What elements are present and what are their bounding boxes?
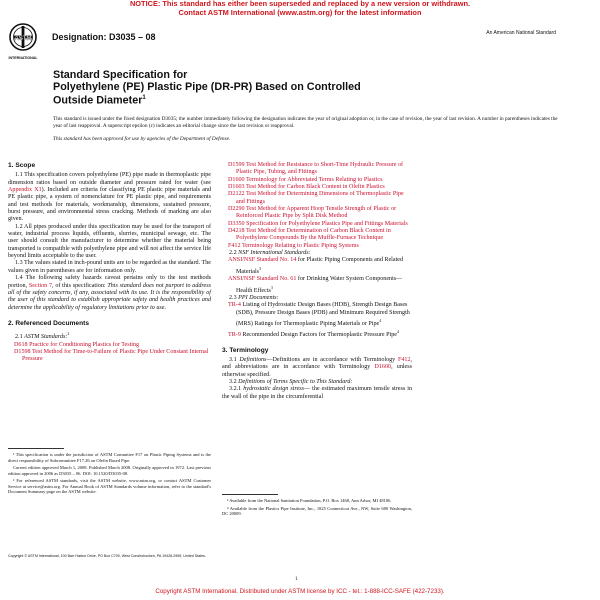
astm-standards-label: 2.1 ASTM Standards:$^2$ (15, 331, 70, 341)
ref-d4218-link[interactable]: D4218 (228, 228, 245, 235)
svg-text:ASTM: ASTM (14, 36, 32, 42)
title-line-2: Polyethylene (PE) Plastic Pipe (DR-PR) Based on Controlled (53, 80, 361, 93)
ref-d1599: D1599 Test Method for Resistance to Short-Time Hydraulic Pressure of Plastic Pipe, Tubing, and Fittings (228, 162, 404, 176)
footnote-divider-right (222, 494, 278, 495)
section-7-link[interactable]: Section 7 (28, 282, 53, 289)
intro-block (53, 116, 563, 148)
ref-tr4-link[interactable]: TR-4 (228, 302, 241, 309)
ref-d3350: D3350 Specification for Polyethylene Plastics Pipe and Fittings Materials (228, 220, 408, 227)
national-standard-label: An American National Standard (486, 30, 556, 36)
ref-d2290-link[interactable]: D2290 (228, 206, 245, 213)
ref-nsf-61: ANSI/NSF Standard No. 61 for Drinking Water System Components—Health Effects$^3$ (228, 276, 403, 294)
terminology-heading: 3. Terminology (222, 346, 269, 354)
ref-d1600: D1600 Terminology for Abbreviated Terms Relating to Plastics (228, 176, 383, 183)
nsf-standards-label: 2.2 NSF International Standards: (229, 250, 311, 257)
footnote-3: ³ Available from the National Sanitation Foundation, P.O. Box 1468, Ann Arbor, MI 48106. (227, 498, 392, 503)
ref-d2122: D2122 Test Method for Determining Dimensions of Thermoplastic Pipe and Fittings (228, 191, 404, 205)
ref-d1600-link[interactable]: D1600 (228, 176, 245, 183)
ref-nsf-14-link[interactable]: ANSI/NSF Standard No. 14 (228, 257, 297, 264)
document-title (53, 70, 473, 107)
ref-d1603-link[interactable]: D1603 (228, 184, 245, 191)
notice-line-1: NOTICE: This standard has either been superseded and replaced by a new version or withdrawn. (129, 0, 471, 8)
ref-tr9: TR-9 Recommended Design Factors for Thermoplastic Pressure Pipe$^4$ (228, 329, 399, 339)
designation: Designation: D3035 – 08 (52, 32, 156, 42)
para-3-1: 3.1 Definitions—Definitions are in accordance with Terminology F412, and abbreviations are in accordance with Terminology D1600, unless otherwise specified. (222, 357, 413, 378)
para-1-4: 1.4 The following safety hazards caveat pertains only to the test methods portion, Section 7, of this specification: This standard does not purport to address all of the safety concerns, if any, associated with its use. It is the responsibility of the user of this standard to establish appropriate safety and health practices and determine the applicability of regulatory limitations prior to use. (8, 275, 212, 311)
ref-d3350-link[interactable]: D3350 (228, 220, 245, 227)
title-line-1: Standard Specification for (53, 69, 188, 81)
license-notice: Copyright ASTM International. Distributed under ASTM license by ICC - tel.: 1-888-ICC-SAFE (422-7233). (155, 588, 445, 595)
footnote-1-edition: Current edition approved March 1, 2008. Published March 2008. Originally approved in 1972. Last previous edition approved in 2006 as D3035 – 06. DOI: 10.1520/D3035-08. (8, 465, 211, 476)
logo-label: INTERNATIONAL (8, 56, 38, 60)
ref-d1603: D1603 Test Method for Carbon Black Content in Olefin Plastics (228, 184, 385, 191)
referenced-documents-heading: 2. Referenced Documents (8, 319, 89, 327)
ref-nsf-61-link[interactable]: ANSI/NSF Standard No. 61 (228, 276, 297, 283)
ref-nsf-14: ANSI/NSF Standard No. 14 for Plastic Piping Components and Related Materials$^3$ (228, 257, 404, 275)
ref-d618-link[interactable]: D618 (14, 341, 28, 348)
ref-d2290: D2290 Test Method for Apparent Hoop Tensile Strength of Plastic or Reinforced Plastic Pipe by Split Disk Method (228, 206, 397, 220)
right-column (222, 162, 412, 401)
footnote-2: ² For referenced ASTM standards, visit the ASTM website, www.astm.org, or contact ASTM Customer Service at service@astm.org. For Annual Book of ASTM Standards volume information, refer to the standard's Document Summary page on the ASTM website. (8, 478, 211, 494)
title-footnote-mark: 1 (142, 95, 146, 101)
para-1-3: 1.3 The values stated in inch-pound units are to be regarded as the standard. The values given in parentheses are for information only. (8, 260, 211, 274)
scope-heading: 1. Scope (8, 162, 36, 169)
ref-f412-link[interactable]: F412 (228, 242, 241, 249)
ref-d1598: D1598 Test Method for Time-to-Failure of Plastic Pipe Under Constant Internal Pressure (14, 348, 209, 363)
ref-tr4: TR-4 Listing of Hydrostatic Design Bases (HDB), Strength Design Bases (SDB), Pressure Design Bases (PDB) and Minimum Required Strength (MRS) Ratings for Thermoplastic Piping Materials or Pipe$^4$ (228, 302, 410, 327)
notice-line-2: Contact ASTM International (www.astm.org) for the latest information (178, 7, 422, 17)
footnote-4: ⁴ Available from the Plastics Pipe Institute, Inc., 1825 Connecticut Ave., NW, Suite 680 Washington, DC 20009. (222, 505, 412, 516)
ppi-documents-label: 2.3 PPI Documents: (229, 294, 279, 301)
para-1-1: 1.1 This specification covers polyethylene (PE) pipe made in thermoplastic pipe dimension ratios based on outside diameter and pressure rated for water (see Appendix X1). Included are criteria for classifying PE plastic pipe materials and PE plastic pipe, a system of nomenclature for PE plastic pipe, and requirements and test methods for materials, workmanship, dimensions, sustained pressure, burst pressure, and environmental stress cracking. Methods of marking are also given. (8, 172, 211, 223)
footnote-1: ¹ This specification is under the jurisdiction of ASTM Committee F17 on Plastic Piping Systems and is the direct responsibility of Subcommittee F17.26 on Olefin Based Pipe. (8, 452, 211, 463)
footnote-divider (8, 448, 64, 449)
f412-link[interactable]: F412 (397, 357, 411, 364)
dod-approval-note: This standard has been approved for use by agencies of the Department of Defense. (53, 135, 231, 142)
appendix-x1-link[interactable]: Appendix X1 (8, 187, 42, 194)
right-footnotes (222, 494, 412, 519)
d1600-link[interactable]: D1600 (374, 364, 392, 371)
ref-d618: D618 Practice for Conditioning Plastics for Testing (14, 341, 140, 348)
ref-f412: F412 Terminology Relating to Plastic Piping Systems (228, 242, 359, 249)
title-line-3: Outside Diameter (53, 94, 143, 107)
left-column (8, 162, 211, 364)
ref-tr9-link[interactable]: TR-9 (228, 332, 241, 339)
para-1-2: 1.2 All pipes produced under this specification may be used for the transport of water, industrial process liquids, effluents, slurries, municipal sewage, etc. The user should consult the manufacturer to determine whether the material being transported is compatible with polyethylene pipe and will not affect the service life beyond limits acceptable to the user. (8, 223, 211, 260)
left-footnotes (8, 448, 211, 497)
para-3-2: 3.2 Definitions of Terms Specific to This Standard: (229, 379, 353, 386)
ref-d4218: D4218 Test Method for Determination of Carbon Black Content in Polyethylene Compounds By the Muffle-Furnace Technique (228, 228, 391, 242)
para-3-2-1: 3.2.1 hydrostatic design stress— the estimated maximum tensile stress in the wall of the pipe in the circumferential (222, 386, 412, 400)
ref-d2122-link[interactable]: D2122 (228, 191, 245, 198)
ref-d1598-link[interactable]: D1598 (14, 348, 31, 355)
page-number: 1 (295, 576, 298, 582)
ref-d1599-link[interactable]: D1599 (228, 162, 245, 168)
withdrawn-notice (0, 0, 600, 17)
copyright-line: Copyright © ASTM International, 100 Barr Harbor Drive, PO Box C700, West Conshohocken, PA 19428-2959, United States. (8, 554, 206, 558)
issuance-note: This standard is issued under the fixed designation D3035; the number immediately following the designation indicates the year of original adoption or, in the case of revision, the year of last revision. A number in parentheses indicates the year of last reapproval. A superscript epsilon (ε) indicates an editorial change since the last revision or reapproval. (53, 116, 558, 129)
astm-logo-icon (8, 22, 38, 64)
